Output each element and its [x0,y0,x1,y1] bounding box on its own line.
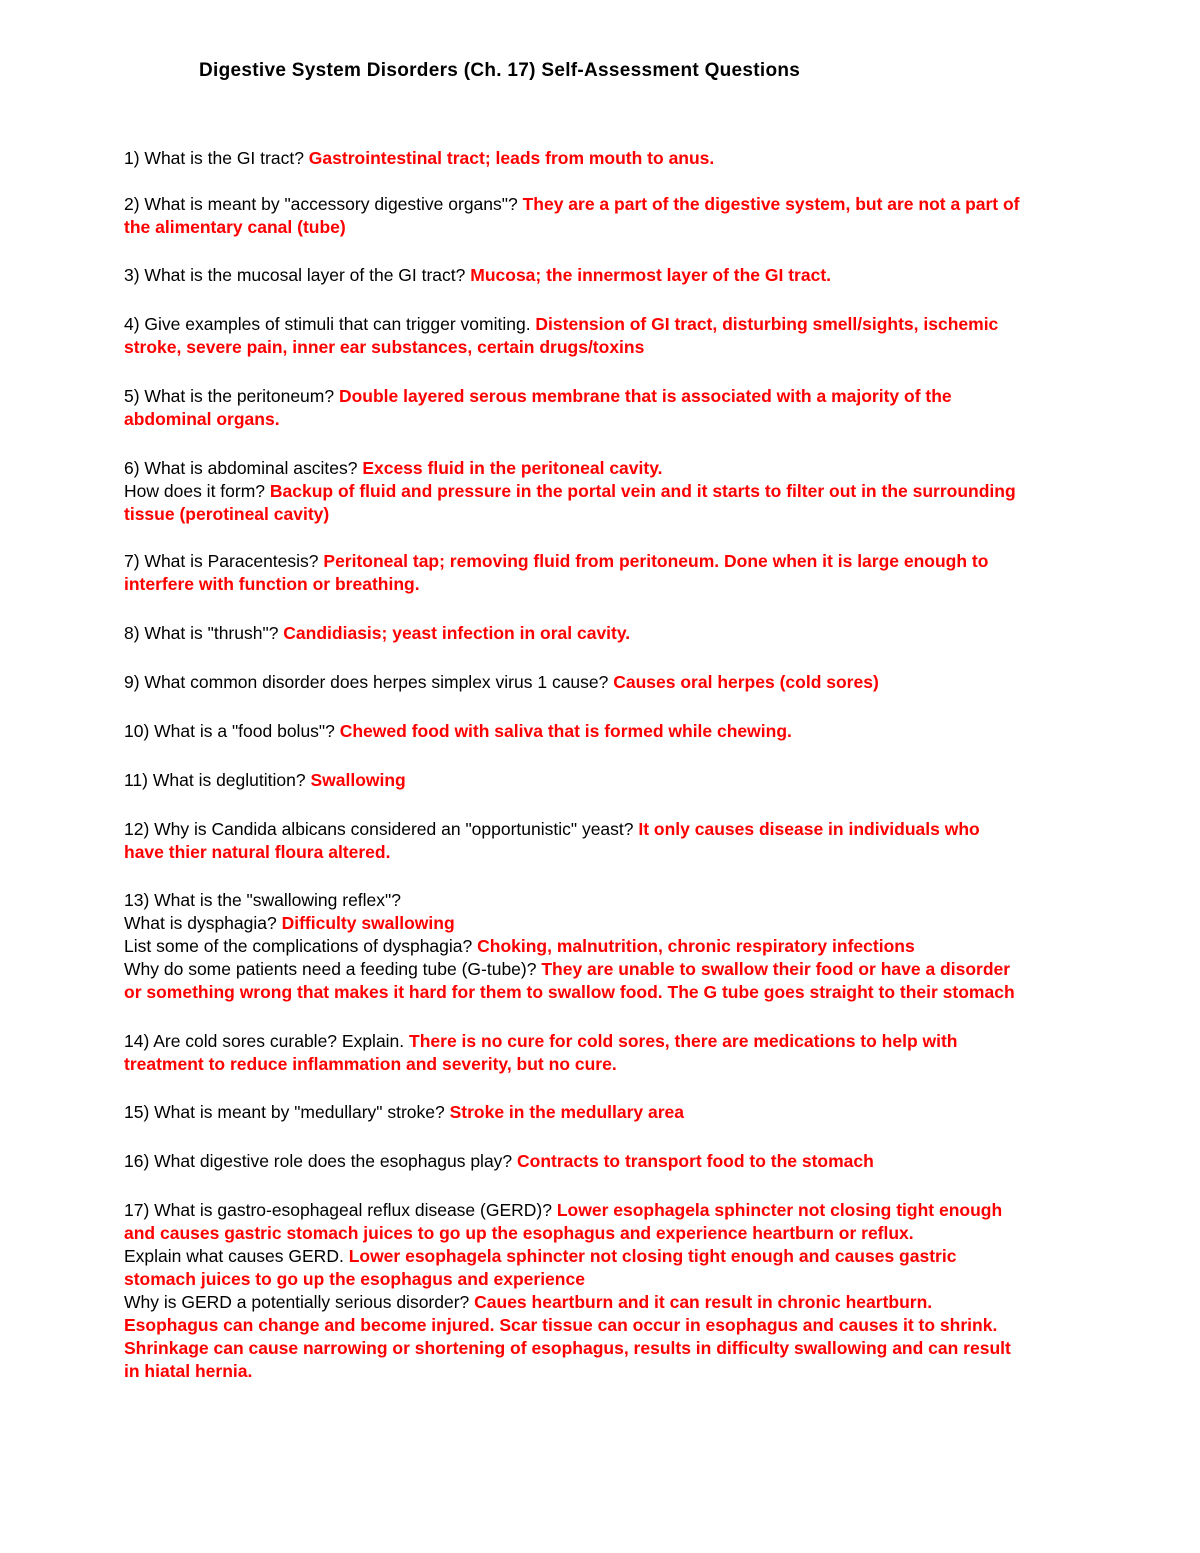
question-line [124,408,1144,431]
answer-text: and causes gastric stomach juices to go up the esophagus and experience heartburn or reflux. [124,1223,914,1243]
question-item [124,671,1144,694]
question-line [124,841,1144,864]
question-item [124,720,1144,743]
answer-text: abdominal organs. [124,409,280,429]
question-text: 15) What is meant by "medullary" stroke? [124,1102,450,1122]
question-text: Why do some patients need a feeding tube (G-tube)? [124,959,542,979]
answer-text: Contracts to transport food to the stomach [517,1151,874,1171]
question-text: 1) What is the GI tract? [124,148,309,168]
question-line [124,1314,1144,1337]
question-text: List some of the complications of dysphagia? [124,936,478,956]
question-line [124,1291,1144,1314]
question-line [124,1150,1144,1173]
answer-text: Excess fluid in the peritoneal cavity. [362,458,663,478]
answer-text: Choking, malnutrition, chronic respiratory infections [477,936,915,956]
answer-text: Mucosa; the innermost layer of the GI tract. [470,265,832,285]
question-text: 7) What is Paracentesis? [124,551,324,571]
question-line [124,1101,1144,1124]
question-item [124,313,1144,359]
answer-text: It only causes disease in individuals who [638,819,980,839]
answer-text: have thier natural floura altered. [124,842,391,862]
answer-text: the alimentary canal (tube) [124,217,346,237]
question-line [124,385,1144,408]
question-text: 9) What common disorder does herpes simplex virus 1 cause? [124,672,614,692]
question-line [124,1053,1144,1076]
answer-text: stomach juices to go up the esophagus and experience [124,1269,585,1289]
question-line [124,1268,1144,1291]
question-text: 3) What is the mucosal layer of the GI tract? [124,265,471,285]
question-text: 11) What is deglutition? [124,770,311,790]
answer-text: interfere with function or breathing. [124,574,420,594]
question-item [124,385,1144,431]
question-text: 14) Are cold sores curable? Explain. [124,1031,410,1051]
question-line [124,671,1144,694]
answer-text: Backup of fluid and pressure in the portal vein and it starts to filter out in the surrounding [269,481,1016,501]
question-line [124,193,1144,216]
question-line [124,622,1144,645]
answer-text: Peritoneal tap; removing fluid from peritoneum. Done when it is large enough to [323,551,989,571]
answer-text: Lower esophagela sphincter not closing tight enough [556,1200,1003,1220]
answer-text: Difficulty swallowing [281,913,455,933]
question-text: 4) Give examples of stimuli that can trigger vomiting. [124,314,536,334]
question-item [124,147,1144,170]
question-item [124,1101,1144,1124]
question-line [124,720,1144,743]
question-line [124,1360,1144,1383]
answer-text: Distension of GI tract, disturbing smell/sights, ischemic [535,314,999,334]
question-text: What is dysphagia? [124,913,282,933]
answer-text: Gastrointestinal tract; leads from mouth to anus. [308,148,715,168]
question-item [124,769,1144,792]
answer-text: Esophagus can change and become injured. Scar tissue can occur in esophagus and causes it to shrink. [124,1315,998,1335]
answer-text: stroke, severe pain, inner ear substances, certain drugs/toxins [124,337,645,357]
question-item [124,889,1144,1004]
question-line [124,769,1144,792]
question-item [124,193,1144,239]
answer-text: Lower esophagela sphincter not closing tight enough and causes gastric [348,1246,957,1266]
answer-text: in hiatal hernia. [124,1361,253,1381]
question-item [124,264,1144,287]
question-text: 6) What is abdominal ascites? [124,458,363,478]
question-line [124,1222,1144,1245]
answer-text: They are a part of the digestive system, but are not a part of [522,194,1020,214]
question-text: 5) What is the peritoneum? [124,386,339,406]
answer-text: There is no cure for cold sores, there are medications to help with [409,1031,958,1051]
question-line [124,889,1144,912]
question-line [124,1245,1144,1268]
answer-text: or something wrong that makes it hard for them to swallow food. The G tube goes straight to their stomach [124,982,1015,1002]
question-text: Why is GERD a potentially serious disorder? [124,1292,475,1312]
answer-text: They are unable to swallow their food or have a disorder [541,959,1011,979]
answer-text: tissue (perotineal cavity) [124,504,330,524]
question-item [124,1150,1144,1173]
question-item [124,1030,1144,1076]
question-text: Explain what causes GERD. [124,1246,349,1266]
question-text: 16) What digestive role does the esophagus play? [124,1151,518,1171]
question-line [124,336,1144,359]
question-text: 2) What is meant by "accessory digestive organs"? [124,194,523,214]
question-line [124,935,1144,958]
question-line [124,573,1144,596]
question-text: 13) What is the "swallowing reflex"? [124,890,401,910]
question-item [124,550,1144,596]
question-text: How does it form? [124,481,270,501]
question-item [124,457,1144,526]
answer-text: Causes oral herpes (cold sores) [613,672,879,692]
question-line [124,313,1144,336]
question-line [124,264,1144,287]
question-text: 12) Why is Candida albicans considered an "opportunistic" yeast? [124,819,639,839]
question-line [124,1337,1144,1360]
question-line [124,981,1144,1004]
answer-text: Stroke in the medullary area [449,1102,685,1122]
answer-text: Candidiasis; yeast infection in oral cavity. [283,623,631,643]
answer-text: Swallowing [310,770,406,790]
question-item [124,818,1144,864]
question-line [124,503,1144,526]
question-line [124,216,1144,239]
question-line [124,480,1144,503]
question-text: 17) What is gastro-esophageal reflux disease (GERD)? [124,1200,557,1220]
answer-text: Chewed food with saliva that is formed while chewing. [339,721,792,741]
question-line [124,818,1144,841]
answer-text: Caues heartburn and it can result in chronic heartburn. [474,1292,933,1312]
question-line [124,550,1144,573]
question-text: 8) What is "thrush"? [124,623,284,643]
question-line [124,457,1144,480]
question-item [124,1199,1144,1383]
question-line [124,1199,1144,1222]
answer-text: Shrinkage can cause narrowing or shortening of esophagus, results in difficulty swallowing and can result [124,1338,1011,1358]
question-item [124,622,1144,645]
question-text: 10) What is a "food bolus"? [124,721,340,741]
answer-text: treatment to reduce inflammation and severity, but no cure. [124,1054,617,1074]
page-title: Digestive System Disorders (Ch. 17) Self-Assessment Questions [199,60,801,81]
question-line [124,958,1144,981]
question-line [124,912,1144,935]
question-line [124,1030,1144,1053]
question-line [124,147,1144,170]
answer-text: Double layered serous membrane that is associated with a majority of the [338,386,952,406]
